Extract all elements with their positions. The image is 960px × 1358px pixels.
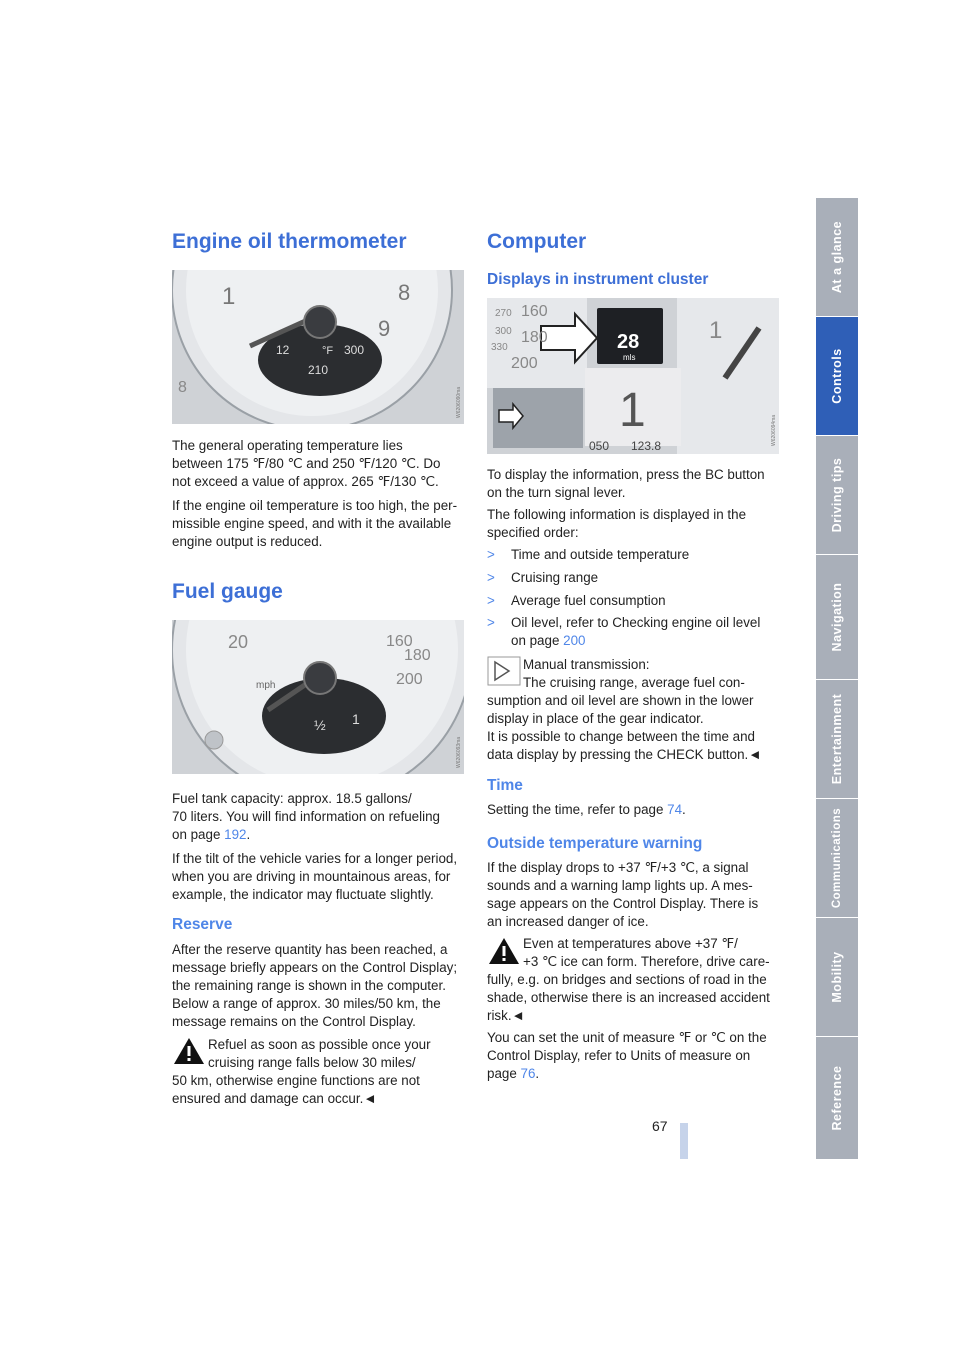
tab-label: At a glance: [830, 220, 844, 294]
reserve-text-line: After the reserve quantity has been reached, a: [172, 942, 448, 957]
ice-warning-line: fully, e.g. on bridges and sections of road in the: [487, 972, 767, 987]
speed-330: 330: [491, 342, 508, 353]
reserve-warning-line: Refuel as soon as possible once your: [208, 1037, 431, 1052]
computer-heading: Computer: [487, 230, 587, 253]
reserve-warning-line: cruising range falls below 30 miles/: [208, 1055, 416, 1070]
warning-icon: [487, 936, 521, 966]
tab-label: Reference: [830, 1065, 844, 1131]
range-value: 28: [617, 331, 640, 353]
ice-warning-line: shade, otherwise there is an increased accident: [487, 990, 770, 1005]
gauge-label-12: 12: [276, 343, 290, 357]
reserve-text-line: message briefly appears on the Control Display;: [172, 960, 458, 975]
gauge-number-9: 9: [378, 316, 391, 341]
text: Setting the time, refer to page: [487, 802, 668, 817]
text: page: [487, 1066, 521, 1081]
page-link-192[interactable]: 192: [224, 827, 247, 842]
speed-270: 270: [495, 308, 512, 319]
ice-warning-line: risk.◄: [487, 1008, 525, 1023]
list-item-text: Time and outside temperature: [511, 547, 690, 562]
gauge-number-160: 160: [386, 633, 413, 650]
tab-reference[interactable]: [816, 1037, 858, 1160]
page-link-74[interactable]: 74: [667, 802, 683, 817]
displays-heading: Displays in instrument cluster: [487, 271, 709, 288]
manual-note-line: It is possible to change between the time and: [487, 729, 755, 744]
list-item-text: Average fuel consumption: [511, 593, 666, 608]
tab-label: Driving tips: [830, 457, 844, 533]
reserve-warning-line: ensured and damage can occur.◄: [172, 1091, 377, 1106]
speed-180: 180: [521, 329, 548, 346]
text: .: [682, 802, 686, 817]
bullet-marker: >: [487, 547, 495, 562]
list-item-text: Oil level, refer to Checking engine oil level: [511, 615, 761, 630]
gauge-number-8: 8: [398, 280, 411, 305]
fuel-gauge-image: [172, 620, 464, 774]
fuel-full-mark: 1: [352, 711, 360, 727]
tab-label: Communications: [831, 807, 843, 909]
engine-oil-text-line: If the engine oil temperature is too high, the per-: [172, 498, 458, 513]
manual-note-line: data display by pressing the CHECK button.◄: [487, 747, 762, 762]
manual-note-line: sumption and oil level are shown in the lower: [487, 693, 754, 708]
bullet-marker: >: [487, 593, 495, 608]
outside-temp-line: sounds and a warning lamp lights up. A mes-: [487, 878, 753, 893]
fuel-text-line: 70 liters. You will find information on refueling: [172, 809, 440, 824]
engine-oil-text-line: missible engine speed, and with it the available: [172, 516, 452, 531]
engine-oil-heading: Engine oil thermometer: [172, 230, 407, 253]
tab-navigation[interactable]: [816, 555, 858, 680]
engine-oil-text-line: The general operating temperature lies: [172, 438, 403, 453]
tab-driving-tips[interactable]: [816, 436, 858, 555]
image-code: W6206090ma: [456, 386, 462, 418]
gauge-label-300: 300: [344, 343, 365, 357]
tab-entertainment[interactable]: [816, 680, 858, 799]
list-item-text: Cruising range: [511, 570, 599, 585]
computer-text-line: on the turn signal lever.: [487, 485, 626, 500]
time-heading: Time: [487, 777, 523, 794]
computer-text-line: specified order:: [487, 525, 579, 540]
reserve-heading: Reserve: [172, 916, 233, 933]
gauge-number-20: 20: [228, 632, 249, 652]
gauge-unit-mph: mph: [256, 680, 276, 691]
reserve-text-line: Below a range of approx. 30 miles/50 km, the: [172, 996, 441, 1011]
computer-text-line: The following information is displayed in the: [487, 507, 747, 522]
gauge-unit: °F: [322, 345, 334, 357]
gauge-number-200: 200: [396, 671, 423, 688]
engine-oil-gauge-image: [172, 270, 464, 424]
fuel-text-line: example, the indicator may fluctuate slightly.: [172, 887, 434, 902]
tab-communications[interactable]: [816, 799, 858, 918]
tab-label: Navigation: [830, 582, 844, 652]
text: .: [246, 827, 251, 842]
gauge-edge-8: 8: [178, 379, 187, 396]
unit-text-line: [487, 1065, 539, 1083]
page-marker-bar: [680, 1123, 688, 1159]
bullet-marker: >: [487, 570, 495, 585]
fuel-text-line: [172, 826, 250, 844]
odometer-part2: 123.8: [631, 439, 662, 453]
reserve-text-line: message remains on the Control Display.: [172, 1014, 416, 1029]
engine-oil-text-line: not exceed a value of approx. 265 ℉/130 ℃.: [172, 474, 439, 489]
gauge-number-180: 180: [404, 647, 431, 664]
outside-temp-line: If the display drops to +37 ℉/+3 ℃, a signal: [487, 860, 749, 875]
fuel-text-line: Fuel tank capacity: approx. 18.5 gallons/: [172, 791, 412, 806]
page-number: 67: [652, 1118, 668, 1134]
text: on page: [172, 827, 225, 842]
tab-label: Entertainment: [830, 693, 844, 785]
list-item-continuation: [511, 632, 585, 650]
engine-oil-text-line: engine output is reduced.: [172, 534, 323, 549]
page-link-76[interactable]: 76: [520, 1066, 536, 1081]
reserve-warning-line: 50 km, otherwise engine functions are not: [172, 1073, 420, 1088]
outside-temp-line: sage appears on the Control Display. There is: [487, 896, 759, 911]
ice-warning-line: +3 ℃ ice can form. Therefore, drive care-: [523, 954, 770, 969]
tab-label: Controls: [830, 348, 844, 404]
image-code: W6206094ma: [771, 414, 777, 446]
reserve-text-line: the remaining range is shown in the computer.: [172, 978, 446, 993]
ice-warning-line: Even at temperatures above +37 ℉/: [523, 936, 738, 951]
text: .: [535, 1066, 540, 1081]
instrument-cluster-image: [487, 298, 779, 454]
outside-temp-heading: Outside temperature warning: [487, 835, 703, 852]
speed-300: 300: [495, 326, 512, 337]
speed-200: 200: [511, 355, 538, 372]
unit-text-line: Control Display, refer to Units of measure on: [487, 1048, 751, 1063]
speed-160: 160: [521, 303, 548, 320]
warning-icon: [172, 1036, 206, 1066]
unit-text-line: You can set the unit of measure ℉ or ℃ on the: [487, 1030, 767, 1045]
manual-note-line: display in place of the gear indicator.: [487, 711, 704, 726]
image-code: W6206093ma: [456, 736, 462, 768]
manual-note-line: The cruising range, average fuel con-: [523, 675, 745, 690]
page-link-200[interactable]: 200: [563, 633, 586, 648]
gauge-number-1: 1: [222, 283, 236, 310]
range-unit: mls: [623, 353, 636, 362]
outside-temp-line: an increased danger of ice.: [487, 914, 649, 929]
fuel-text-line: If the tilt of the vehicle varies for a longer period,: [172, 851, 458, 866]
gear-indicator: 1: [619, 384, 646, 437]
time-text: [487, 801, 686, 819]
text: on page: [511, 633, 564, 648]
gauge-label-210: 210: [308, 363, 329, 377]
tach-1: 1: [709, 317, 723, 344]
fuel-half-mark: ½: [314, 717, 326, 733]
tab-mobility[interactable]: [816, 918, 858, 1037]
fuel-gauge-heading: Fuel gauge: [172, 580, 283, 603]
tab-controls[interactable]: [816, 317, 858, 436]
tab-label: Mobility: [830, 951, 844, 1003]
bullet-marker: >: [487, 615, 495, 630]
tab-at-a-glance[interactable]: [816, 198, 858, 317]
odometer-part1: 050: [589, 439, 610, 453]
computer-text-line: To display the information, press the BC button: [487, 467, 765, 482]
note-icon: [487, 656, 521, 686]
engine-oil-text-line: between 175 ℉/80 ℃ and 250 ℉/120 ℃. Do: [172, 456, 441, 471]
manual-note-line: Manual transmission:: [523, 657, 650, 672]
fuel-text-line: when you are driving in mountainous areas, for: [172, 869, 451, 884]
